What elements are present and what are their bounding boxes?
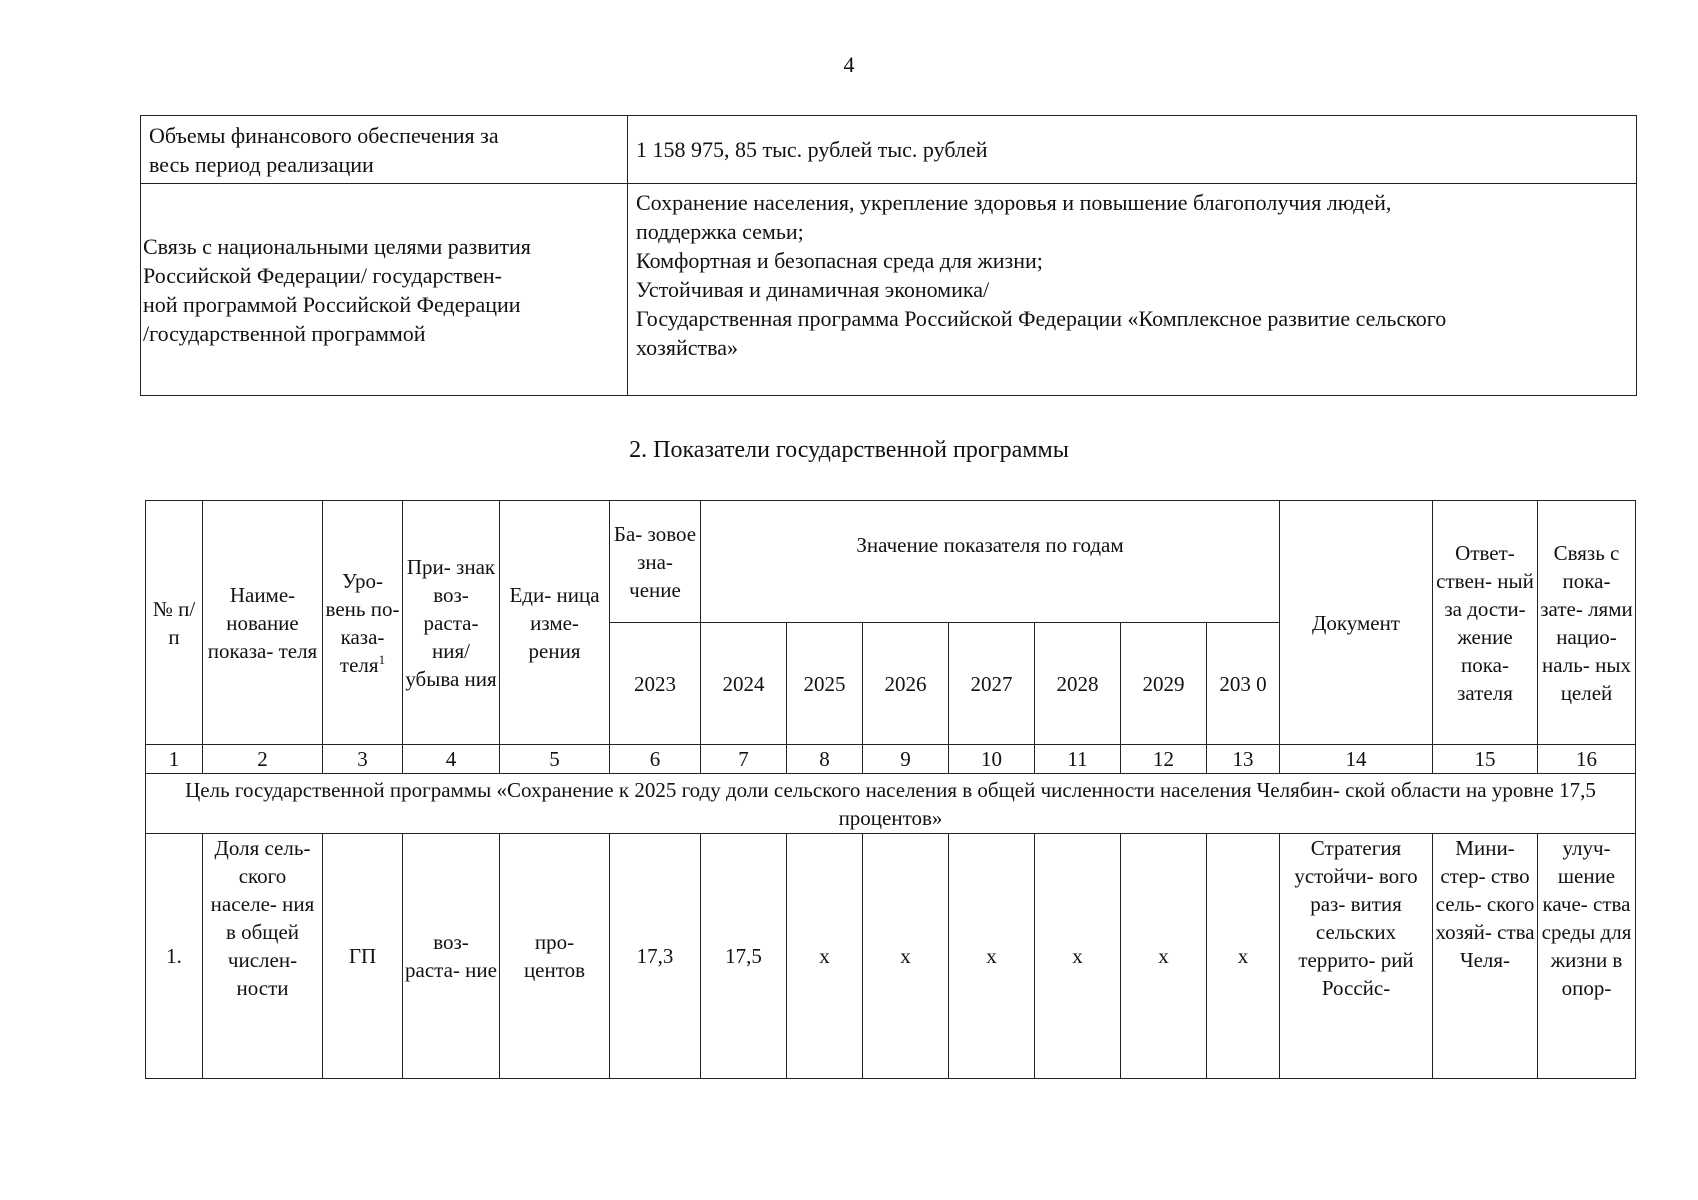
header-sign: При- знак воз- раста- ния/ убыва ния: [403, 501, 500, 745]
page-number: 4: [843, 52, 855, 77]
header-year-2024: 2024: [701, 623, 787, 745]
column-number: 6: [610, 745, 701, 774]
header-year-2029: 2029: [1121, 623, 1207, 745]
row-value-2027: х: [949, 834, 1035, 1079]
financing-value-line-1: 1 158 975, 85 тыс. рублей тыс. рублей: [636, 137, 988, 162]
section-title: 2. Показатели государственной программы: [629, 437, 1069, 463]
column-number: 9: [863, 745, 949, 774]
header-year-2026: 2026: [863, 623, 949, 745]
column-number: 13: [1207, 745, 1280, 774]
info-row-national-goals: [141, 184, 1637, 396]
column-number: 2: [203, 745, 323, 774]
header-unit: Еди- ница изме- рения: [500, 501, 610, 745]
header-level-footnote: 1: [378, 651, 386, 667]
financing-label-line-1: Объемы финансового обеспечения за: [149, 122, 499, 148]
indicators-table: [145, 500, 1636, 1079]
national-goals-value-line-1: Сохранение населения, укрепление здоровья и повышение благополучия людей,: [636, 190, 1392, 215]
header-row-1: [146, 501, 1636, 623]
national-goals-value: [628, 184, 1637, 396]
header-responsible: Ответ- ствен- ный за дости- жение пока- зателя: [1433, 501, 1538, 745]
table-row: [146, 834, 1636, 1079]
column-number: 1: [146, 745, 203, 774]
column-numbers-row: [146, 745, 1636, 774]
row-sign: воз- раста- ние: [403, 834, 500, 1079]
header-year-2030: 203 0: [1207, 623, 1280, 745]
national-goals-label-line-1: Связь с национальными целями развития: [143, 233, 531, 259]
goal-row: [146, 774, 1636, 834]
info-table: [140, 115, 1637, 396]
row-unit: про- центов: [500, 834, 610, 1079]
column-number: 12: [1121, 745, 1207, 774]
header-year-2025: 2025: [787, 623, 863, 745]
national-goals-value-line-5: Государственная программа Российской Федерации «Комплексное развитие сельского: [636, 306, 1447, 331]
row-level: ГП: [323, 834, 403, 1079]
row-value-2025: х: [787, 834, 863, 1079]
header-name: Наиме- нование показа- теля: [203, 501, 323, 745]
row-value-2029: х: [1121, 834, 1207, 1079]
header-link: Связь с пока- зате- лями нацио- наль- ных целей: [1538, 501, 1636, 745]
row-value-2030: х: [1207, 834, 1280, 1079]
row-document: Стратегия устойчи- вого раз- вития сельских террито- рий Россйс-: [1280, 834, 1433, 1079]
financing-label: [141, 116, 628, 184]
row-value-2028: х: [1035, 834, 1121, 1079]
national-goals-label-line-3: ной программой Российской Федерации: [143, 291, 521, 317]
financing-value: [628, 116, 1637, 184]
national-goals-label: [141, 184, 628, 396]
row-base: 17,3: [610, 834, 701, 1079]
column-number: 11: [1035, 745, 1121, 774]
national-goals-label-line-2: Российской Федерации/ государствен-: [143, 262, 503, 288]
row-link: улуч- шение каче- ства среды для жизни в опор-: [1538, 834, 1636, 1079]
row-responsible: Мини- стер- ство сель- ского хозяй- ства Челя-: [1433, 834, 1538, 1079]
column-number: 4: [403, 745, 500, 774]
header-year-2028: 2028: [1035, 623, 1121, 745]
column-number: 8: [787, 745, 863, 774]
national-goals-value-line-4: Устойчивая и динамичная экономика/: [636, 277, 990, 302]
column-number: 3: [323, 745, 403, 774]
column-number: 15: [1433, 745, 1538, 774]
header-base: Ба- зовое зна- чение: [610, 501, 701, 623]
financing-label-line-2: весь период реализации: [149, 151, 374, 177]
national-goals-value-line-3: Комфортная и безопасная среда для жизни;: [636, 248, 1043, 273]
column-number: 10: [949, 745, 1035, 774]
header-document: Документ: [1280, 501, 1433, 745]
row-value-2026: х: [863, 834, 949, 1079]
header-num: № п/ п: [146, 501, 203, 745]
program-goal: Цель государственной программы «Сохранение к 2025 году доли сельского населения в общей численности населения Челябин- ской области на уровне 17,5 процентов»: [146, 774, 1636, 834]
header-level: [323, 501, 403, 745]
row-num: 1.: [146, 834, 203, 1079]
national-goals-value-line-6: хозяйства»: [636, 335, 738, 360]
header-year-2023: 2023: [610, 623, 701, 745]
national-goals-label-line-4: /государственной программой: [143, 320, 426, 346]
header-year-2027: 2027: [949, 623, 1035, 745]
header-years-group: Значение показателя по годам: [701, 501, 1280, 623]
column-number: 16: [1538, 745, 1636, 774]
national-goals-value-line-2: поддержка семьи;: [636, 219, 804, 244]
row-value-2024: 17,5: [701, 834, 787, 1079]
header-level-text: Уро- вень по- каза- теля: [325, 568, 400, 677]
column-number: 7: [701, 745, 787, 774]
column-number: 14: [1280, 745, 1433, 774]
info-row-financing: [141, 116, 1637, 184]
row-name: Доля сель- ского населе- ния в общей числен- ности: [203, 834, 323, 1079]
column-number: 5: [500, 745, 610, 774]
